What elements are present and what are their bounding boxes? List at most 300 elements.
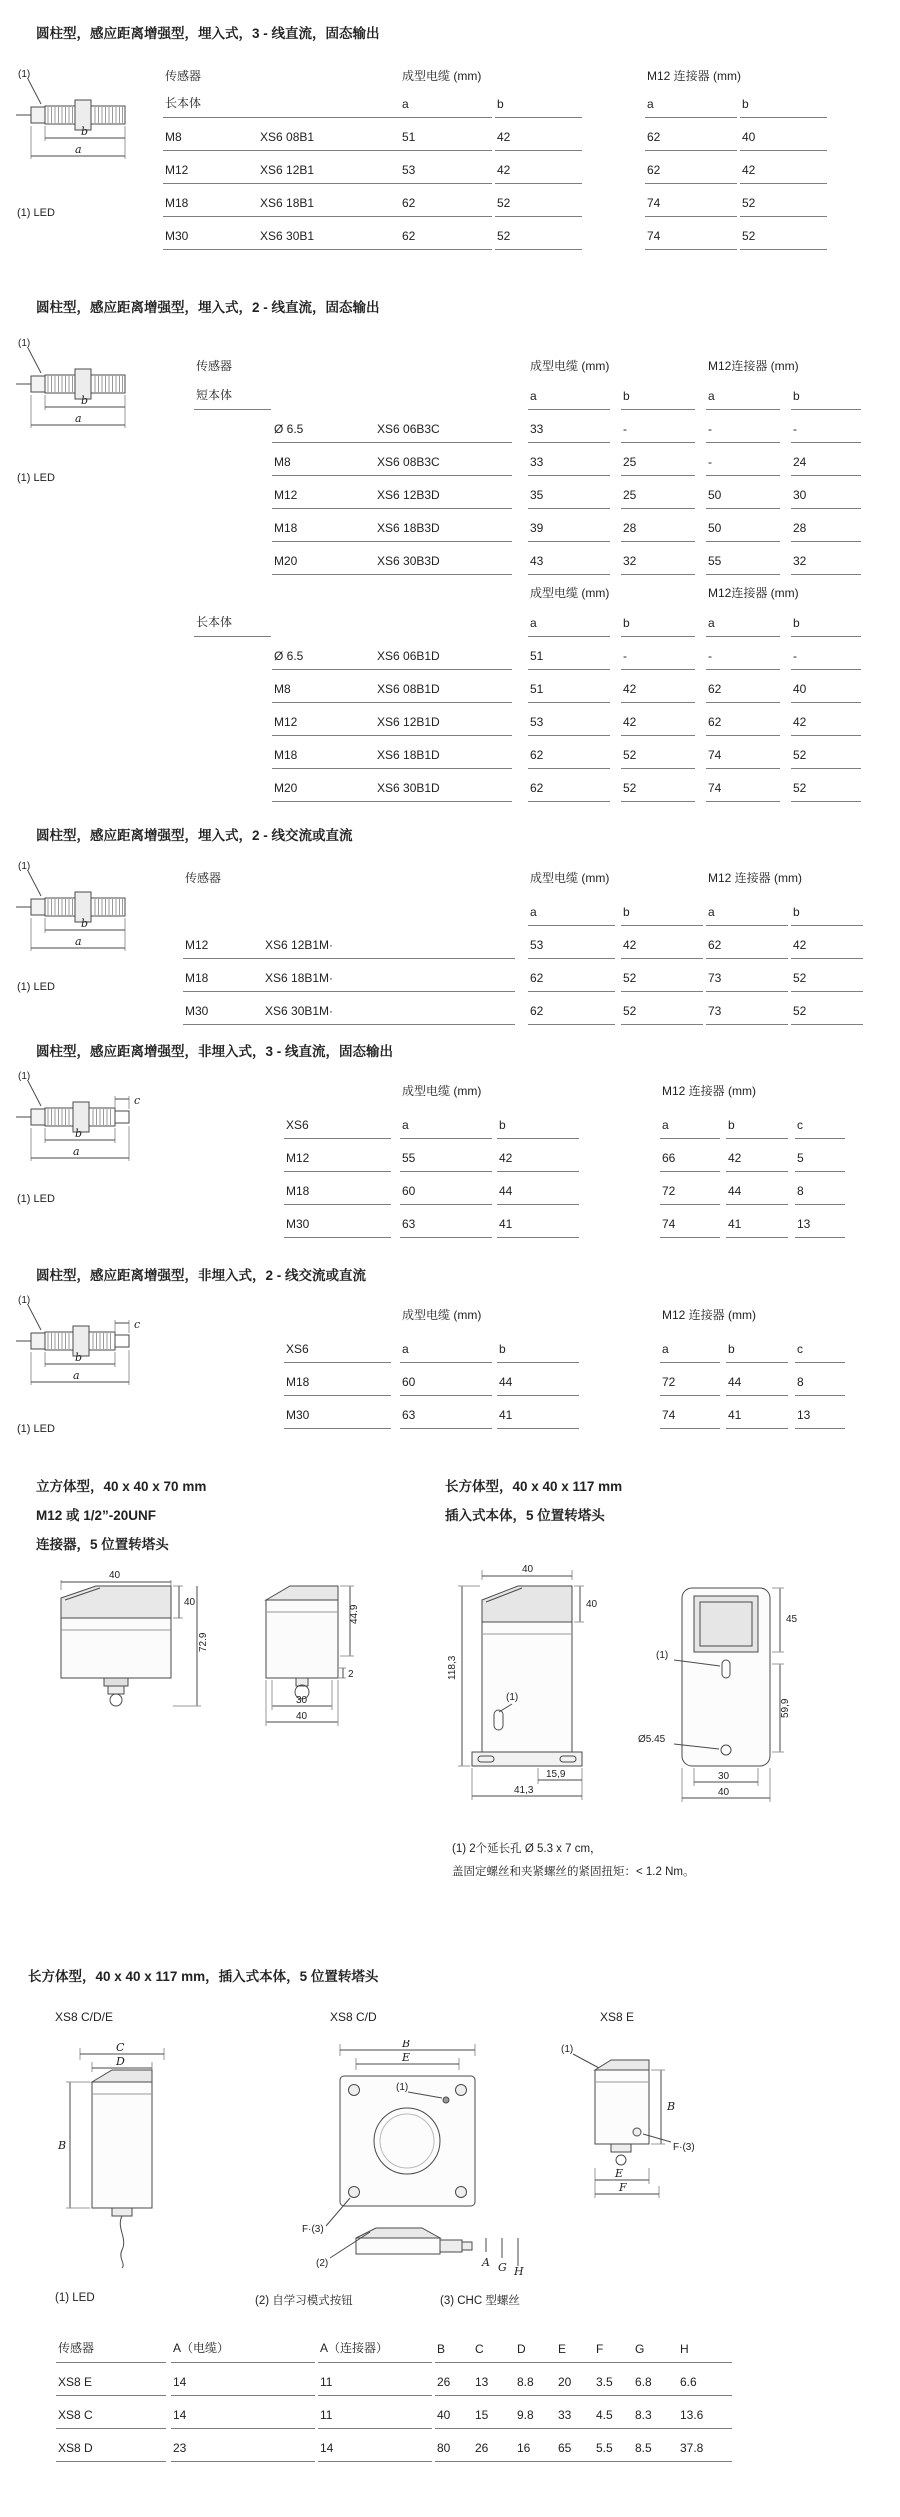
connector-a: - xyxy=(706,637,780,670)
table-row xyxy=(194,410,884,443)
header-d: D xyxy=(515,2330,556,2363)
cable-a: 39 xyxy=(528,509,610,542)
dim-c-label: c xyxy=(134,1318,141,1331)
dim-total-height-label: 118,3 xyxy=(447,1655,458,1680)
dim-base-outer-label: 41,3 xyxy=(514,1785,534,1796)
cable-a: 53 xyxy=(528,703,610,736)
connector-a: - xyxy=(706,410,780,443)
title-line: M12 或 1/2”-20UNF xyxy=(36,1508,157,1523)
led-callout: (1) xyxy=(18,1071,31,1082)
connector-b: 41 xyxy=(726,1396,788,1429)
subheader-b: b xyxy=(621,380,695,410)
cable-b: 52 xyxy=(621,959,703,992)
cable-a: 33 xyxy=(528,410,610,443)
sensor-size: M12 xyxy=(165,163,189,177)
connector-a: 62 xyxy=(645,118,737,151)
connector-b: 40 xyxy=(791,670,861,703)
connector-b: 44 xyxy=(726,1363,788,1396)
rectangular-sensor-drawing-40x40x117 xyxy=(442,1560,872,1837)
cable-a: 51 xyxy=(528,637,610,670)
sensor-size: Ø 6.5 xyxy=(274,422,304,436)
led-caption: (1) LED xyxy=(17,1423,55,1435)
legend-teach-button: (2) 自学习模式按钮 xyxy=(255,2295,353,2307)
connector-b: 52 xyxy=(791,736,861,769)
sensor-drawing xyxy=(15,66,165,186)
cable-b: 42 xyxy=(621,670,695,703)
table-subheader-row xyxy=(183,892,883,926)
dim-g: 8.3 xyxy=(633,2396,678,2429)
connector-b: 41 xyxy=(726,1205,788,1238)
cable-a: 53 xyxy=(528,926,615,959)
dim-a-cable: 14 xyxy=(171,2396,315,2429)
cable-a: 62 xyxy=(528,992,615,1025)
table-body xyxy=(163,118,843,250)
dimension-table xyxy=(284,1073,884,1238)
sensor-size: M12 xyxy=(274,488,298,502)
table-body xyxy=(284,1139,884,1238)
dim-a-connector: 11 xyxy=(318,2363,432,2396)
note-line: 盖固定螺丝和夹紧螺丝的紧固扭矩：< 1.2 Nm。 xyxy=(452,1866,695,1878)
subheader-b: b xyxy=(791,607,861,637)
connector-b: - xyxy=(791,410,861,443)
sensor-model: XS6 08B1D xyxy=(377,682,440,696)
table-row xyxy=(163,184,843,217)
sensor-model: XS6 18B1M· xyxy=(265,971,334,985)
technical-drawing xyxy=(40,2040,205,2275)
dim-width-label: 40 xyxy=(109,1570,121,1581)
header-cable: 成型电缆 (mm) xyxy=(402,69,482,83)
section-title: 圆柱型，感应距离增强型，非埋入式，3 - 线直流，固态输出 xyxy=(36,1044,394,1059)
sensor-cell xyxy=(272,736,512,769)
subheader-a: a xyxy=(645,90,737,118)
sensor-cell xyxy=(272,476,512,509)
connector-a: 74 xyxy=(706,769,780,802)
header-cable: 成型电缆 (mm) xyxy=(402,1308,482,1322)
subheader-a: a xyxy=(706,607,780,637)
dim-f: 4.5 xyxy=(594,2396,633,2429)
dim-b: 80 xyxy=(435,2429,473,2462)
sensor-size: M18 xyxy=(274,748,298,762)
subheader-a: a xyxy=(400,90,492,118)
table-row xyxy=(284,1363,884,1396)
sensor-size: M8 xyxy=(165,130,182,144)
table-subheader-row xyxy=(284,1105,884,1139)
header-connector: M12连接器 (mm) xyxy=(708,586,799,600)
dim-b-label: b xyxy=(81,394,89,407)
sensor-size: M12 xyxy=(274,715,298,729)
dim-e: 33 xyxy=(556,2396,594,2429)
sensor-size: M8 xyxy=(274,682,291,696)
subheader-b: b xyxy=(497,1105,579,1139)
section-title: 圆柱型，感应距离增强型，埋入式，3 - 线直流，固态输出 xyxy=(36,26,380,41)
table-row xyxy=(194,476,884,509)
dim-h: 37.8 xyxy=(678,2429,732,2462)
cable-a: 60 xyxy=(400,1172,492,1205)
table-row xyxy=(284,1396,884,1429)
sensor-model: XS6 08B1 xyxy=(260,130,315,144)
sensor-drawing xyxy=(15,858,165,970)
connector-c: 13 xyxy=(795,1396,845,1429)
dim-a-label: a xyxy=(73,1369,80,1382)
connector-a: 62 xyxy=(706,670,780,703)
sensor-model: XS8 E xyxy=(56,2363,166,2396)
connector-a: 55 xyxy=(706,542,780,575)
cable-b: 41 xyxy=(497,1205,579,1238)
title-line: 插入式本体，5 位置转塔头 xyxy=(445,1508,605,1523)
cable-b: 52 xyxy=(621,736,695,769)
table-row xyxy=(284,1205,884,1238)
table-row xyxy=(183,992,883,1025)
title-line: 连接器，5 位置转塔头 xyxy=(36,1537,169,1552)
dim-f: 3.5 xyxy=(594,2363,633,2396)
header-sensor: 传感器 xyxy=(165,69,202,83)
connector-c: 5 xyxy=(795,1139,845,1172)
cubic-sensor-drawing-40x40x70 xyxy=(16,1560,436,1830)
connector-b: 24 xyxy=(791,443,861,476)
sensor-size: M20 xyxy=(274,554,298,568)
xs8-side-view-drawing xyxy=(40,2040,205,2280)
cable-a: 62 xyxy=(528,736,610,769)
sensor-model: XS6 12B1M· xyxy=(265,938,334,952)
dim-b: 40 xyxy=(435,2396,473,2429)
dim-b-label: b xyxy=(75,1351,83,1364)
variant-label: XS8 E xyxy=(600,2010,635,2024)
section-title: 长方体型，40 x 40 x 117 mm，插入式本体，5 位置转塔头 xyxy=(28,1969,379,1984)
left-block-title xyxy=(36,1472,206,1559)
cable-a: 35 xyxy=(528,476,610,509)
header-cable: 成型电缆 (mm) xyxy=(530,586,610,600)
dim-B-label: B xyxy=(58,2139,67,2152)
connector-b: 42 xyxy=(791,926,863,959)
led-callout: (1) xyxy=(18,338,31,349)
cable-b: 42 xyxy=(495,151,582,184)
dim-d: 8.8 xyxy=(515,2363,556,2396)
sensor-size: M20 xyxy=(274,781,298,795)
subheader-a: a xyxy=(660,1329,720,1363)
right-block-title xyxy=(445,1472,622,1530)
cable-b: 52 xyxy=(621,769,695,802)
sensor-drawing xyxy=(15,1068,165,1186)
table-row xyxy=(194,736,884,769)
header-sensor: 传感器 xyxy=(196,359,233,373)
sensor-size: M18 xyxy=(284,1172,391,1205)
technical-drawing xyxy=(442,1560,872,1832)
table-row xyxy=(183,926,883,959)
header-g: G xyxy=(633,2330,678,2363)
connector-a: 62 xyxy=(706,926,788,959)
dim-h: 13.6 xyxy=(678,2396,732,2429)
cable-b: 42 xyxy=(497,1139,579,1172)
dim-offset-label: 2 xyxy=(348,1669,354,1680)
sensor-model: XS6 30B1M· xyxy=(265,1004,334,1018)
subheader-b: b xyxy=(726,1105,788,1139)
subheader-a: a xyxy=(528,380,610,410)
sensor-cell xyxy=(163,217,402,250)
dim-E-label: E xyxy=(615,2167,624,2180)
dim-a-label: a xyxy=(75,412,82,425)
connector-a: 72 xyxy=(660,1363,720,1396)
cable-b: 52 xyxy=(621,992,703,1025)
dim-a-label: a xyxy=(73,1145,80,1158)
dim-g: 8.5 xyxy=(633,2429,678,2462)
header-connector: M12 连接器 (mm) xyxy=(662,1308,756,1322)
cable-b: 32 xyxy=(621,542,695,575)
dim-B-label: B xyxy=(402,2040,411,2050)
dim-a-connector: 11 xyxy=(318,2396,432,2429)
led-caption: (1) LED xyxy=(17,981,55,993)
dim-F-label: F xyxy=(619,2181,627,2194)
header-family: XS6 xyxy=(284,1329,391,1363)
table-row xyxy=(56,2363,756,2396)
sensor-cell xyxy=(272,637,512,670)
cable-b: 44 xyxy=(497,1172,579,1205)
connector-a: 74 xyxy=(660,1205,720,1238)
cable-a: 51 xyxy=(528,670,610,703)
section-title: 圆柱型，感应距离增强型，埋入式，2 - 线直流，固态输出 xyxy=(36,300,380,315)
led-caption: (1) LED xyxy=(17,1193,55,1205)
dim-a-label: a xyxy=(75,935,82,948)
connector-a: 74 xyxy=(645,217,737,250)
cable-b: 42 xyxy=(621,926,703,959)
subheader-c: c xyxy=(795,1105,845,1139)
connector-a: 62 xyxy=(706,703,780,736)
connector-a: 50 xyxy=(706,476,780,509)
connector-c: 13 xyxy=(795,1205,845,1238)
dim-a-cable: 14 xyxy=(171,2363,315,2396)
sensor-size: M18 xyxy=(284,1363,391,1396)
technical-drawing xyxy=(555,2040,735,2210)
variant-label: XS8 C/D/E xyxy=(55,2010,114,2024)
connector-a: 73 xyxy=(706,959,788,992)
dim-G-label: G xyxy=(498,2261,507,2274)
connector-a: 74 xyxy=(660,1396,720,1429)
sensor-size: M12 xyxy=(185,938,209,952)
cable-a: 55 xyxy=(400,1139,492,1172)
dim-e: 20 xyxy=(556,2363,594,2396)
led-caption: (1) LED xyxy=(17,207,55,219)
cable-a: 53 xyxy=(400,151,492,184)
header-h: H xyxy=(678,2330,732,2363)
connector-a: 66 xyxy=(660,1139,720,1172)
screw-callout: F·(3) xyxy=(673,2142,695,2153)
table-row xyxy=(194,443,884,476)
dim-foot-inner-label: 30 xyxy=(718,1771,730,1782)
sensor-size: M18 xyxy=(165,196,189,210)
sensor-cell xyxy=(272,443,512,476)
sensor-model: XS6 18B1D xyxy=(377,748,440,762)
dim-base-inner-label: 15,9 xyxy=(546,1769,566,1780)
header-c: C xyxy=(473,2330,515,2363)
dim-foot-outer-label: 40 xyxy=(718,1787,730,1798)
drawing-note xyxy=(452,1838,694,1884)
subheader-b: b xyxy=(791,380,861,410)
header-connector: M12连接器 (mm) xyxy=(708,359,799,373)
dim-d: 9.8 xyxy=(515,2396,556,2429)
cable-a: 51 xyxy=(400,118,492,151)
sensor-cell xyxy=(272,542,512,575)
subheader-b: b xyxy=(495,90,582,118)
subheader-b: b xyxy=(791,892,863,926)
sensor-model: XS6 08B3C xyxy=(377,455,440,469)
table-subheader-row xyxy=(163,90,843,118)
connector-c: 8 xyxy=(795,1172,845,1205)
header-family: XS6 xyxy=(284,1105,391,1139)
sensor-cell xyxy=(272,703,512,736)
cable-b: 25 xyxy=(621,476,695,509)
sensor-model: XS8 D xyxy=(56,2429,166,2462)
sensor-size: M18 xyxy=(185,971,209,985)
connector-b: 42 xyxy=(740,151,827,184)
subheader-b: b xyxy=(621,607,695,637)
table-header-row xyxy=(56,2330,756,2363)
table-header-row xyxy=(194,579,884,607)
dim-b-label: b xyxy=(75,1127,83,1140)
table-header-row xyxy=(284,1073,884,1105)
connector-b: 44 xyxy=(726,1172,788,1205)
sensor-size: M8 xyxy=(274,455,291,469)
title-line: 长方体型，40 x 40 x 117 mm xyxy=(445,1479,623,1494)
dim-H-label: H xyxy=(514,2265,524,2275)
dim-total-height-label: 72.9 xyxy=(198,1632,209,1652)
table-header-row xyxy=(194,352,884,380)
dim-c: 26 xyxy=(473,2429,515,2462)
cable-b: 44 xyxy=(497,1363,579,1396)
table-subheader-row xyxy=(194,607,884,637)
sensor-size: M30 xyxy=(185,1004,209,1018)
cable-a: 62 xyxy=(528,959,615,992)
dim-face-height-label: 45 xyxy=(786,1614,798,1625)
sensor-cell xyxy=(272,769,512,802)
led-callout: (1) xyxy=(396,2082,409,2093)
dim-b: 26 xyxy=(435,2363,473,2396)
table-body-short xyxy=(194,410,884,575)
subheader-a: a xyxy=(528,607,610,637)
table-body xyxy=(56,2363,756,2462)
sensor-size: M30 xyxy=(284,1205,391,1238)
table-body xyxy=(183,926,883,1025)
table-header-row xyxy=(163,60,843,90)
connector-b: 52 xyxy=(791,769,861,802)
dim-e: 65 xyxy=(556,2429,594,2462)
table-row xyxy=(194,769,884,802)
connector-b: 32 xyxy=(791,542,861,575)
dimension-table xyxy=(183,862,883,1025)
sensor-cell xyxy=(272,509,512,542)
table-header-row xyxy=(183,862,883,892)
table-body xyxy=(284,1363,884,1429)
dim-E-label: E xyxy=(402,2051,411,2064)
dim-head-height-label: 40 xyxy=(586,1599,598,1610)
sensor-cell xyxy=(163,118,402,151)
header-f: F xyxy=(594,2330,633,2363)
dim-width-label: 40 xyxy=(522,1564,534,1575)
dimension-table xyxy=(194,352,884,802)
cable-b: 28 xyxy=(621,509,695,542)
cylindrical-sensor-diagram xyxy=(15,335,180,484)
table-row xyxy=(194,542,884,575)
cable-a: 43 xyxy=(528,542,610,575)
table-row xyxy=(183,959,883,992)
header-a-cable: A（电缆） xyxy=(171,2330,315,2363)
connector-b: 52 xyxy=(791,959,863,992)
sensor-model: XS8 C xyxy=(56,2396,166,2429)
led-callout: (1) xyxy=(18,861,31,872)
cylindrical-sensor-diagram-nonflush xyxy=(15,1068,180,1205)
connector-a: 74 xyxy=(645,184,737,217)
subheader-a: a xyxy=(706,380,780,410)
led-callout: (1) xyxy=(18,69,31,80)
header-connector: M12 连接器 (mm) xyxy=(662,1084,756,1098)
cable-a: 62 xyxy=(528,769,610,802)
sensor-cell xyxy=(272,670,512,703)
header-e: E xyxy=(556,2330,594,2363)
sensor-size: Ø 6.5 xyxy=(274,649,304,663)
sensor-cell xyxy=(163,184,402,217)
connector-b: 52 xyxy=(740,217,827,250)
sensor-model: XS6 06B3C xyxy=(377,422,440,436)
section-title: 圆柱型，感应距离增强型，埋入式，2 - 线交流或直流 xyxy=(36,828,353,843)
dim-d: 16 xyxy=(515,2429,556,2462)
dim-a-connector: 14 xyxy=(318,2429,432,2462)
subheader-b: b xyxy=(497,1329,579,1363)
table-row xyxy=(163,217,843,250)
subheader-a: a xyxy=(706,892,788,926)
dim-hole-span-label: 59,9 xyxy=(780,1698,791,1718)
connector-b: 30 xyxy=(791,476,861,509)
table-row xyxy=(284,1172,884,1205)
header-body-type: 长本体 xyxy=(194,607,271,637)
dim-head-height-label: 40 xyxy=(184,1597,196,1608)
sensor-cell xyxy=(183,926,515,959)
sensor-model: XS6 12B3D xyxy=(377,488,440,502)
cylindrical-sensor-diagram xyxy=(15,66,180,219)
subheader-a: a xyxy=(660,1105,720,1139)
connector-a: 74 xyxy=(706,736,780,769)
legend-chc-screw: (3) CHC 型螺丝 xyxy=(440,2295,520,2307)
cable-a: 33 xyxy=(528,443,610,476)
header-sensor: 传感器 xyxy=(185,871,222,885)
cable-b: 41 xyxy=(497,1396,579,1429)
dim-base-inner-label: 30 xyxy=(296,1695,308,1706)
sensor-size: M30 xyxy=(284,1396,391,1429)
header-body-type: 短本体 xyxy=(194,380,271,410)
sensor-model: XS6 12B1D xyxy=(377,715,440,729)
cable-b: - xyxy=(621,410,695,443)
sensor-size: M30 xyxy=(165,229,189,243)
header-cable: 成型电缆 (mm) xyxy=(530,359,610,373)
subheader-b: b xyxy=(740,90,827,118)
header-a-connector: A（连接器） xyxy=(318,2330,432,2363)
variant-label: XS8 C/D xyxy=(330,2010,377,2024)
legend-led: (1) LED xyxy=(55,2292,95,2304)
connector-b: 28 xyxy=(791,509,861,542)
dim-a-cable: 23 xyxy=(171,2429,315,2462)
screw-callout: F·(3) xyxy=(302,2224,324,2235)
table-body-long xyxy=(194,637,884,802)
connector-b: 42 xyxy=(791,703,861,736)
header-cable: 成型电缆 (mm) xyxy=(402,1084,482,1098)
sensor-model: XS6 12B1 xyxy=(260,163,315,177)
dimension-table xyxy=(284,1297,884,1429)
cylindrical-sensor-diagram-nonflush xyxy=(15,1292,180,1435)
subheader-a: a xyxy=(400,1105,492,1139)
connector-b: 52 xyxy=(740,184,827,217)
connector-c: 8 xyxy=(795,1363,845,1396)
table-subheader-row xyxy=(284,1329,884,1363)
dim-c-label: c xyxy=(134,1094,141,1107)
table-row xyxy=(194,670,884,703)
dim-a-label: a xyxy=(75,143,82,156)
